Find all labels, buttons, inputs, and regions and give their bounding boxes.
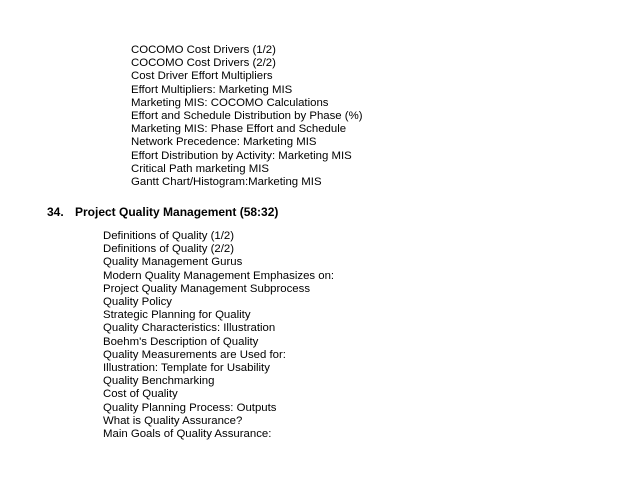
list-item: Network Precedence: Marketing MIS <box>131 136 317 149</box>
list-item: Effort and Schedule Distribution by Phase (%) <box>131 110 363 123</box>
list-item: What is Quality Assurance? <box>103 414 243 427</box>
list-item: Quality Policy <box>103 296 173 309</box>
list-item: COCOMO Cost Drivers (1/2) <box>131 44 276 56</box>
list-item: Critical Path marketing MIS <box>131 162 269 175</box>
list-item: Quality Management Gurus <box>103 256 243 269</box>
previous-section-list <box>131 44 363 189</box>
list-item: Cost of Quality <box>103 388 178 401</box>
list-item: Strategic Planning for Quality <box>103 309 251 322</box>
list-item: Marketing MIS: COCOMO Calculations <box>131 96 329 109</box>
list-item: Cost Driver Effort Multipliers <box>131 70 273 83</box>
list-item: Modern Quality Management Emphasizes on: <box>103 269 335 282</box>
section-topic-list <box>103 230 334 441</box>
list-item: Quality Planning Process: Outputs <box>103 401 277 414</box>
section-heading <box>47 205 278 219</box>
list-item: Effort Distribution by Activity: Marketing MIS <box>131 149 352 162</box>
list-item: Definitions of Quality (2/2) <box>103 243 235 256</box>
list-item: COCOMO Cost Drivers (2/2) <box>131 57 276 70</box>
list-item: Quality Benchmarking <box>103 375 215 388</box>
list-item: Quality Characteristics: Illustration <box>103 322 276 335</box>
list-item: Gantt Chart/Histogram:Marketing MIS <box>131 176 322 189</box>
list-item: Main Goals of Quality Assurance: <box>103 428 272 441</box>
section-title: Project Quality Management (58:32) <box>75 205 279 219</box>
list-item: Definitions of Quality (1/2) <box>103 230 235 242</box>
list-item: Illustration: Template for Usability <box>103 362 270 375</box>
list-item: Marketing MIS: Phase Effort and Schedule <box>131 123 347 136</box>
section-number: 34. <box>47 205 64 219</box>
list-item: Effort Multipliers: Marketing MIS <box>131 83 293 96</box>
list-item: Project Quality Management Subprocess <box>103 282 311 295</box>
list-item: Quality Measurements are Used for: <box>103 348 286 361</box>
list-item: Boehm's Description of Quality <box>103 335 259 348</box>
